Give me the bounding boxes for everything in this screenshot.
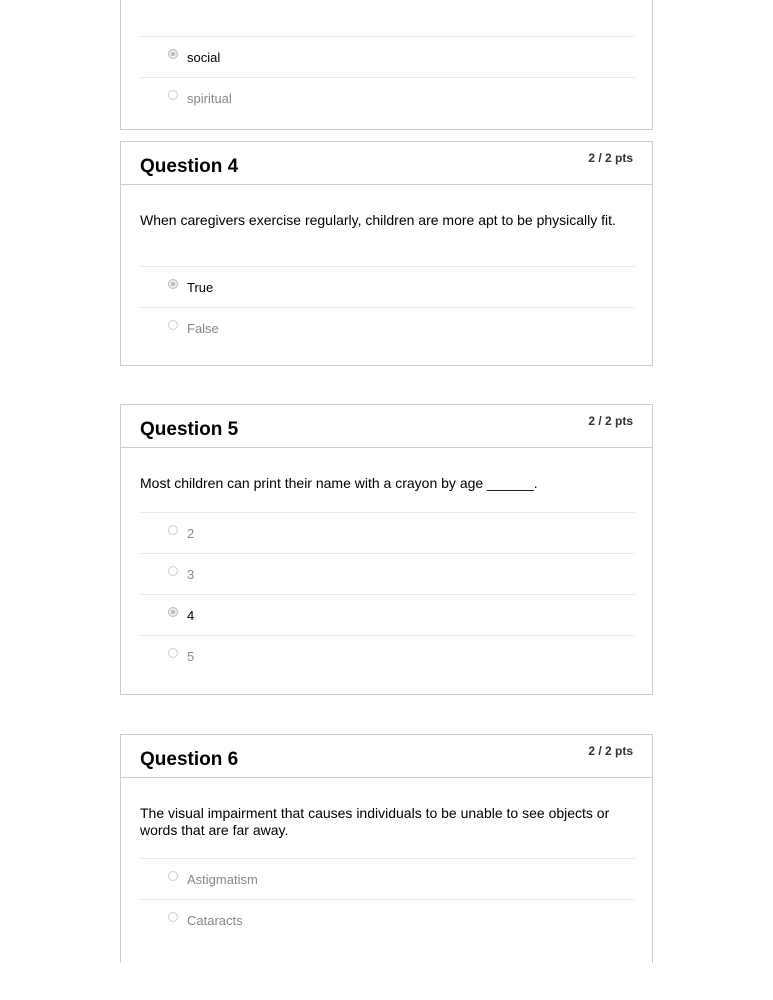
question-text: When caregivers exercise regularly, children are more apt to be physically fit.	[140, 212, 616, 228]
answer-option[interactable]	[140, 36, 635, 78]
question-header	[121, 735, 652, 778]
question-text: Most children can print their name with a crayon by age ______.	[140, 475, 538, 491]
question-title: Question 5	[140, 419, 239, 440]
question-text: The visual impairment that causes individuals to be unable to see objects or words that are far away.	[140, 805, 610, 838]
question-points: 2 / 2 pts	[588, 744, 633, 758]
answer-label: 2	[187, 526, 195, 541]
answer-option[interactable]	[140, 512, 635, 554]
answer-label: 3	[187, 567, 195, 582]
answer-label: social	[187, 50, 221, 65]
answer-option[interactable]	[140, 635, 635, 677]
answer-option[interactable]	[140, 553, 635, 595]
answer-label: 5	[187, 649, 195, 664]
radio-icon[interactable]	[168, 566, 178, 576]
answer-option[interactable]	[140, 858, 635, 900]
radio-selected-icon[interactable]	[168, 279, 178, 289]
radio-icon[interactable]	[168, 525, 178, 535]
answer-option[interactable]	[140, 899, 635, 941]
answer-option[interactable]	[140, 594, 635, 636]
radio-icon[interactable]	[168, 648, 178, 658]
answer-label: Astigmatism	[187, 872, 258, 887]
answer-label: True	[187, 280, 214, 295]
answer-label: 4	[187, 608, 195, 623]
question-points: 2 / 2 pts	[588, 414, 633, 428]
radio-icon[interactable]	[168, 90, 178, 100]
answer-label: spiritual	[187, 91, 232, 106]
question-points: 2 / 2 pts	[588, 151, 633, 165]
radio-selected-icon[interactable]	[168, 607, 178, 617]
question-6-card	[120, 734, 653, 963]
radio-icon[interactable]	[168, 912, 178, 922]
radio-icon[interactable]	[168, 871, 178, 881]
question-title: Question 4	[140, 156, 239, 177]
question-header	[121, 142, 652, 185]
answer-option[interactable]	[140, 266, 635, 308]
question-3-card	[120, 0, 653, 130]
radio-icon[interactable]	[168, 320, 178, 330]
radio-selected-icon[interactable]	[168, 49, 178, 59]
question-header	[121, 405, 652, 448]
answer-option[interactable]	[140, 307, 635, 349]
answer-label: Cataracts	[187, 913, 243, 928]
question-title: Question 6	[140, 749, 239, 770]
answer-option[interactable]	[140, 77, 635, 119]
answer-label: False	[187, 321, 219, 336]
question-4-card	[120, 141, 653, 366]
question-5-card	[120, 404, 653, 695]
